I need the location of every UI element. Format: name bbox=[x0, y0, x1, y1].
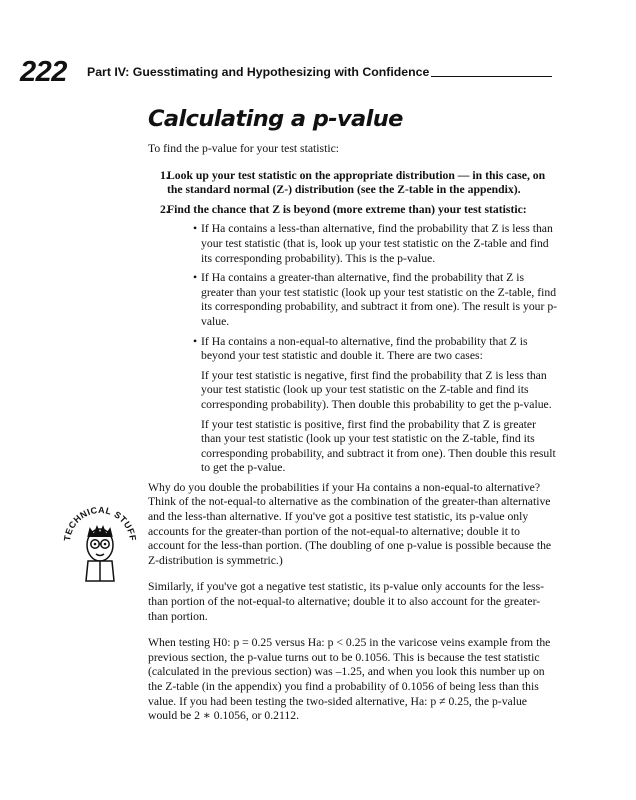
bullet-text: If Ha contains a greater-than alternative, find the probability that Z is greater than your test statistic (look up your test statistic on the Z-table, find its corresponding probability, and subtract it from one). The result is your p-value. bbox=[201, 271, 558, 328]
step-number: 2. bbox=[160, 202, 169, 216]
sub-paragraph: If your test statistic is negative, first find the probability that Z is less than your test statistic (look up your test statistic on the Z-table and find its corresponding probability). Then double this probability to get the p-value. bbox=[201, 368, 552, 411]
bullet-item bbox=[193, 222, 558, 266]
page-header bbox=[20, 56, 552, 90]
technical-stuff-paragraph: Why do you double the probabilities if your Ha contains a non-equal-to alternative? Think of the not-equal-to alternative as the combination of the greater-than alternative and the less-than alternative. If you've got a positive test statistic, its p-value only accounts for the greater-than portion of the not-equal-to alternative; double it to account for the less-than portion. (The doubling of one p-value is possible because the Z-distribution is symmetric.) bbox=[148, 480, 552, 567]
bullet-dot: • bbox=[193, 334, 198, 348]
technical-stuff-icon bbox=[56, 497, 144, 583]
steps-list bbox=[148, 169, 558, 476]
icon-label: TECHNICAL STUFF bbox=[61, 504, 139, 542]
bullet-text: If Ha contains a less-than alternative, find the probability that Z is less than your test statistic (that is, look up your test statistic on the Z-table and find its corresponding probability). This is the p-value. bbox=[201, 222, 553, 265]
step-text: Find the chance that Z is beyond (more extreme than) your test statistic: bbox=[167, 202, 527, 216]
step-number: 1. bbox=[160, 168, 169, 182]
section-title: Calculating a p-value bbox=[148, 106, 403, 132]
step-item bbox=[148, 169, 558, 198]
step-text: Look up your test statistic on the appropriate distribution — in this case, on the standard normal (Z-) distribution (see the Z-table in the appendix). bbox=[167, 168, 546, 197]
page-number: 222 bbox=[20, 56, 67, 88]
header-rule bbox=[431, 76, 552, 77]
body-content bbox=[148, 142, 558, 724]
bullet-dot: • bbox=[193, 222, 198, 236]
paragraph: When testing H0: p = 0.25 versus Ha: p < 0.25 in the varicose veins example from the previous section, the p-value turns out to be 0.1056. This is because the test statistic (calculated in the previous section) was –1.25, and when you look this number up on the Z-table (in the appendix) you find a probability of 0.1056 of being less than this value. If you had been testing the two-sided alternative, Ha: p ≠ 0.25, the p-value would be 2 ∗ 0.1056, or 0.2112. bbox=[148, 636, 551, 723]
sub-paragraph: If your test statistic is positive, first find the probability that Z is greater than your test statistic (look up your test statistic on the Z-table, find its corresponding probability, and subtract it from one). Then double this result to get the p-value. bbox=[201, 417, 556, 475]
part-title: Part IV: Guesstimating and Hypothesizing with Confidence bbox=[87, 65, 430, 79]
paragraph: Similarly, if you've got a negative test statistic, its p-value only accounts for the less-than portion of the not-equal-to alternative; double it to also account for the greater-than portion. bbox=[148, 580, 545, 623]
bullet-dot: • bbox=[193, 271, 198, 285]
step-item bbox=[148, 203, 558, 476]
bullet-list bbox=[167, 222, 558, 476]
bullet-item bbox=[193, 334, 558, 476]
bullet-item bbox=[193, 271, 558, 329]
intro-paragraph: To find the p-value for your test statistic: bbox=[148, 142, 340, 155]
bullet-text: If Ha contains a non-equal-to alternative, find the probability that Z is beyond your test statistic and double it. There are two cases: bbox=[201, 334, 528, 363]
